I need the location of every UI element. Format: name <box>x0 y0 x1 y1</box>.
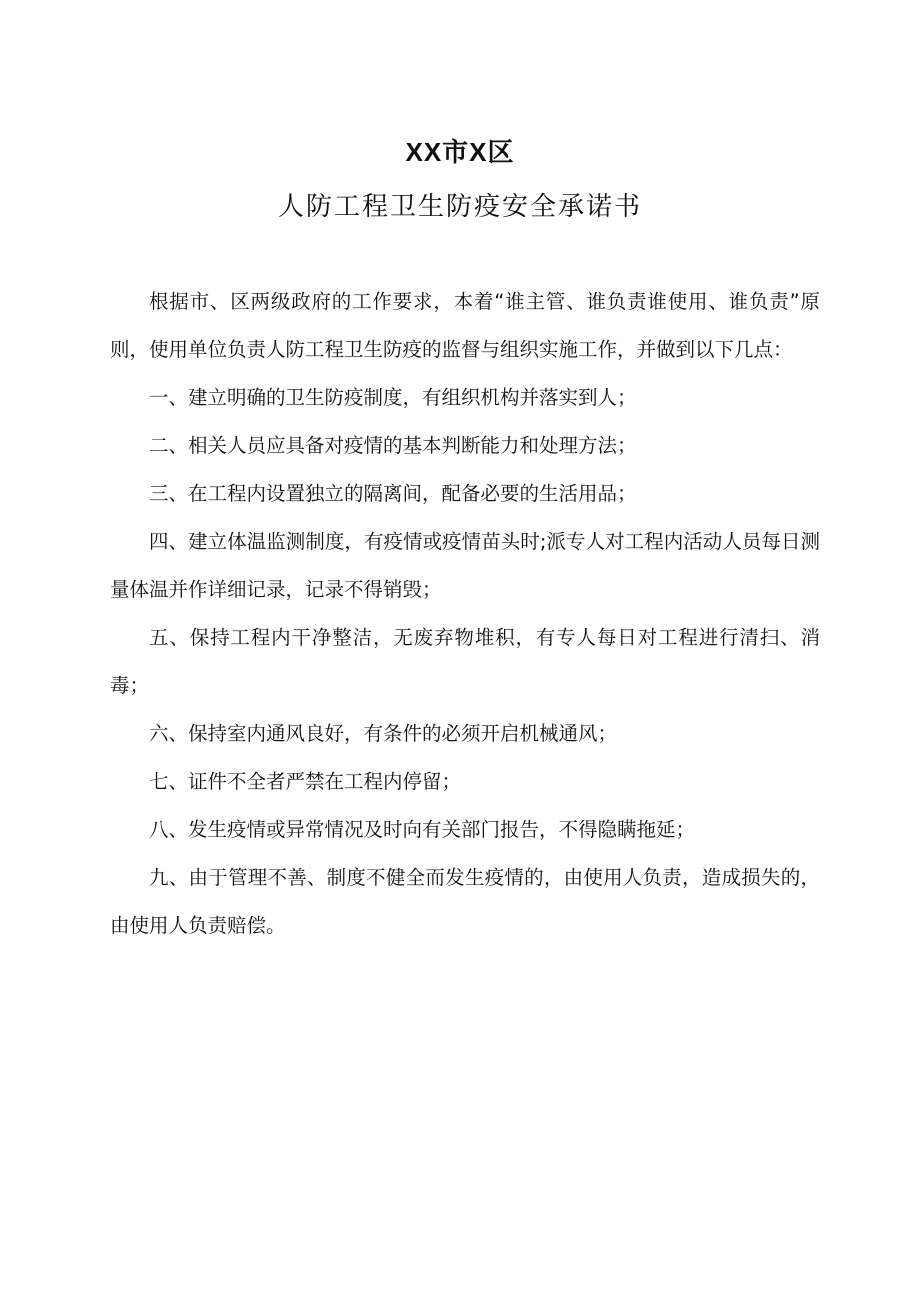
paragraph-item-7: 七、证件不全者严禁在工程内停留； <box>149 770 462 793</box>
paragraph-item-2: 二、相关人员应具备对疫情的基本判断能力和处理方法； <box>149 434 637 457</box>
paragraph-item-3: 三、在工程内设置独立的隔离间，配备必要的生活用品； <box>149 482 637 505</box>
document-body <box>110 278 820 950</box>
paragraph-item-6: 六、保持室内通风良好，有条件的必须开启机械通风； <box>149 722 618 745</box>
paragraph-item-9: 九、由于管理不善、制度不健全而发生疫情的，由使用人负责，造成损失的，由使用人负责赔偿。 <box>110 866 820 937</box>
document-subtitle: 人防工程卫生防疫安全承诺书 <box>277 192 642 222</box>
paragraph-item-4: 四、建立体温监测制度，有疫情或疫情苗头时;派专人对工程内活动人员每日测量体温并作详细记录，记录不得销毁； <box>110 530 820 601</box>
paragraph-item-1: 一、建立明确的卫生防疫制度，有组织机构并落实到人； <box>149 386 637 409</box>
document-title: XX市X区 <box>405 137 515 167</box>
paragraph-item-5: 五、保持工程内干净整洁，无废弃物堆积，有专人每日对工程进行清扫、消毒； <box>110 626 820 697</box>
paragraph-item-8: 八、发生疫情或异常情况及时向有关部门报告，不得隐瞒拖延； <box>149 818 696 841</box>
paragraph-intro: 根据市、区两级政府的工作要求，本着“谁主管、谁负责谁使用、谁负责”原则，使用单位负责人防工程卫生防疫的监督与组织实施工作，并做到以下几点： <box>110 290 820 361</box>
